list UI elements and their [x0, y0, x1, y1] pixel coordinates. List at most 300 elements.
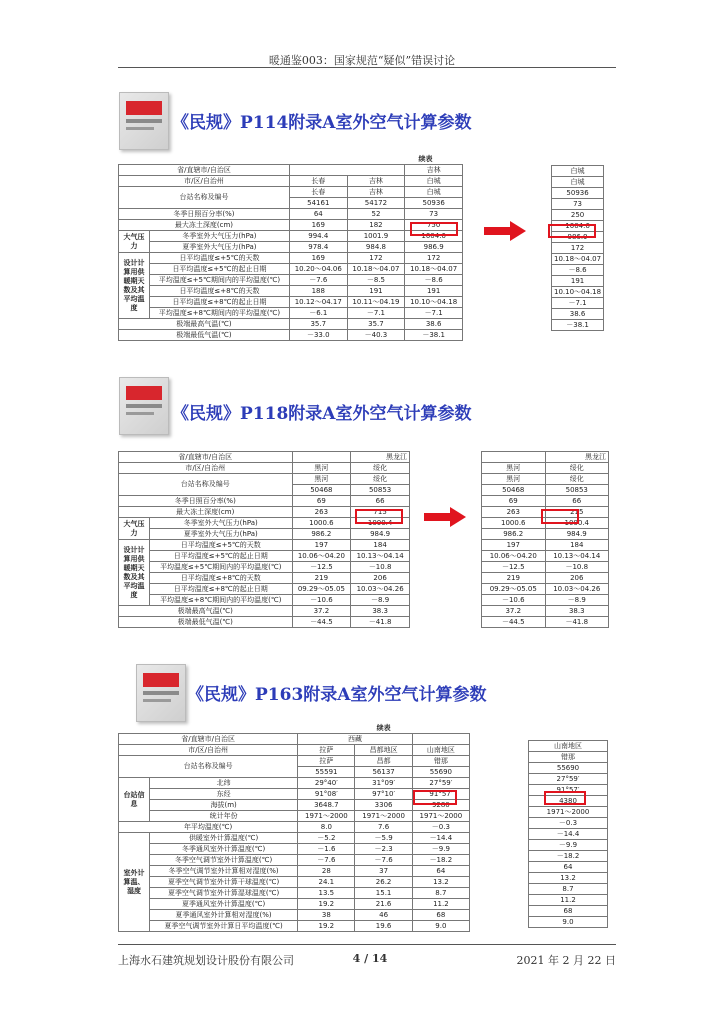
- row-label: 平均温度≤+8℃期间内的平均温度(℃): [150, 308, 290, 319]
- row-label: 夏季通风室外计算相对湿度(%): [150, 910, 298, 921]
- table-row: [529, 818, 608, 829]
- row-label: 日平均温度≤+8℃的天数: [150, 286, 290, 297]
- col-station-id: 50468: [482, 485, 546, 496]
- table-cell: 11.2: [529, 895, 608, 906]
- table-cell: 184: [545, 540, 609, 551]
- table-cell: 73: [405, 209, 463, 220]
- table-cell: －10.6: [292, 595, 351, 606]
- province-name: 西藏: [298, 734, 413, 745]
- table-cell: 69: [482, 496, 546, 507]
- row-label: 日平均温度≤+5℃的天数: [150, 253, 290, 264]
- table-row: [529, 895, 608, 906]
- row-label: 极端最低气温(℃): [119, 330, 290, 341]
- header-city: 市/区/自治州: [119, 176, 290, 187]
- table-cell: 8.7: [529, 884, 608, 895]
- table-cell: －5.9: [355, 833, 412, 844]
- col-station: 长春: [289, 187, 347, 198]
- table-row: [119, 606, 410, 617]
- table-cell: 73: [552, 199, 604, 210]
- table-cell: －41.8: [351, 617, 410, 628]
- table-row: [119, 888, 470, 899]
- table-row: [482, 540, 609, 551]
- table-cell: 09.29～05.05: [482, 584, 546, 595]
- table-cell: －9.9: [529, 840, 608, 851]
- table-cell: 215: [545, 507, 609, 518]
- table-row: [529, 829, 608, 840]
- table-cell: 9.0: [529, 917, 608, 928]
- table-row: [119, 833, 470, 844]
- table-cell: 986.2: [292, 529, 351, 540]
- table-cell: 46: [355, 910, 412, 921]
- table-cell: －7.1: [347, 308, 405, 319]
- table-cell: 1971～2000: [529, 807, 608, 818]
- col-station-id: 55690: [412, 767, 469, 778]
- table-cell: 64: [412, 866, 469, 877]
- table-cell: －8.6: [405, 275, 463, 286]
- table-cell: 10.03～04.26: [351, 584, 410, 595]
- table-row: [119, 529, 410, 540]
- table-cell: －18.2: [529, 851, 608, 862]
- row-label: 日平均温度≤+8℃的起止日期: [150, 584, 293, 595]
- row-label: 日平均温度≤+8℃的起止日期: [150, 297, 290, 308]
- table-row: [482, 573, 609, 584]
- row-label: 最大冻土深度(cm): [119, 220, 290, 231]
- table-cell: －9.9: [412, 844, 469, 855]
- col-city: 吉林: [347, 176, 405, 187]
- table-cell: －8.6: [552, 265, 604, 276]
- row-label: 极端最高气温(℃): [119, 606, 293, 617]
- table-cell: －14.4: [412, 833, 469, 844]
- table-row: [552, 298, 604, 309]
- table-row: [119, 275, 463, 286]
- table-row: [119, 595, 410, 606]
- table-cell: 191: [347, 286, 405, 297]
- col-city: 昌都地区: [355, 745, 412, 756]
- correction-highlight-box: [544, 791, 586, 805]
- error-highlight-box: [355, 509, 403, 524]
- col-city: 绥化: [545, 463, 609, 474]
- table-cell: －0.3: [529, 818, 608, 829]
- table-cell: 10.12～04.17: [289, 297, 347, 308]
- row-label: 极端最低气温(℃): [119, 617, 293, 628]
- arrow-right-icon: [424, 507, 466, 527]
- row-label: 冬季室外大气压力(hPa): [150, 518, 293, 529]
- table-row: [552, 276, 604, 287]
- table-cell: 10.20～04.06: [289, 264, 347, 275]
- table-cell: －7.6: [289, 275, 347, 286]
- table-cell: 191: [405, 286, 463, 297]
- table-cell: －40.3: [347, 330, 405, 341]
- table-cell: －44.5: [482, 617, 546, 628]
- table-caption: 续表: [418, 154, 433, 163]
- table-cell: 27°59′: [529, 774, 608, 785]
- parameter-table: [118, 723, 470, 932]
- table-cell: 3306: [355, 800, 412, 811]
- table-cell: 38: [298, 910, 355, 921]
- table-row: [482, 562, 609, 573]
- table-cell: 986.2: [482, 529, 546, 540]
- table-cell: －2.3: [355, 844, 412, 855]
- col-station: 错那: [529, 752, 608, 763]
- header-station: 台站名称及编号: [119, 756, 298, 778]
- header-province: 省/直辖市/自治区: [119, 452, 293, 463]
- header-station: 台站名称及编号: [119, 187, 290, 209]
- parameter-table: [118, 451, 410, 628]
- table-cell: －6.1: [289, 308, 347, 319]
- footer-date: 2021 年 2 月 22 日: [516, 954, 616, 967]
- table-cell: 66: [545, 496, 609, 507]
- table-cell: 10.03～04.26: [545, 584, 609, 595]
- col-station-id: 56137: [355, 767, 412, 778]
- table-cell: 10.18～04.07: [347, 264, 405, 275]
- col-station: 黑河: [482, 474, 546, 485]
- table-cell: 27°59′: [412, 778, 469, 789]
- table-cell: 191: [552, 276, 604, 287]
- header-city: 市/区/自治州: [119, 745, 298, 756]
- row-label: 夏季空气调节室外计算湿球温度(℃): [150, 888, 298, 899]
- col-station-id: 54172: [347, 198, 405, 209]
- col-city: 黑河: [292, 463, 351, 474]
- table-cell: 1001.9: [347, 231, 405, 242]
- table-cell: 1000.4: [351, 518, 410, 529]
- page-header: 暖通鉴003：国家规范“疑似”错误讨论: [268, 54, 456, 67]
- col-city: 绥化: [351, 463, 410, 474]
- table-cell: 1004.6: [552, 221, 604, 232]
- table-cell: －1.6: [298, 844, 355, 855]
- col-station: 黑河: [292, 474, 351, 485]
- row-group-label: 室外计算温、湿度: [119, 833, 150, 932]
- parameter-table: [118, 154, 463, 341]
- table-row: [119, 617, 410, 628]
- table-cell: 1000.6: [292, 518, 351, 529]
- table-row: [119, 242, 463, 253]
- header-province: 省/直辖市/自治区: [119, 734, 298, 745]
- section-title: 《民规》P114附录A室外空气计算参数: [172, 113, 472, 133]
- table-cell: 10.06～04.20: [292, 551, 351, 562]
- table-cell: 1971～2000: [412, 811, 469, 822]
- table-cell: 978.4: [289, 242, 347, 253]
- col-station: 吉林: [347, 187, 405, 198]
- table-cell: 8.0: [298, 822, 355, 833]
- col-station-id: 50853: [545, 485, 609, 496]
- row-group-label: 设计计算用供暖期天数及其平均温度: [119, 540, 150, 606]
- table-row: [552, 243, 604, 254]
- table-row: [482, 606, 609, 617]
- table-row: [482, 529, 609, 540]
- table-cell: －44.5: [292, 617, 351, 628]
- table-row: [482, 551, 609, 562]
- error-highlight-box: [410, 222, 458, 236]
- table-row: [529, 906, 608, 917]
- table-row: [552, 287, 604, 298]
- row-label: 东经: [150, 789, 298, 800]
- table-cell: 172: [405, 253, 463, 264]
- table-cell: 9.0: [412, 921, 469, 932]
- table-cell: 35.7: [347, 319, 405, 330]
- col-station-id: 50936: [552, 188, 604, 199]
- table-row: [119, 584, 410, 595]
- table-cell: 13.2: [412, 877, 469, 888]
- table-cell: 24.1: [298, 877, 355, 888]
- table-cell: 13.2: [529, 873, 608, 884]
- table-cell: 28: [298, 866, 355, 877]
- col-city: 白城: [405, 176, 463, 187]
- col-city: 长春: [289, 176, 347, 187]
- row-label: 海拔(m): [150, 800, 298, 811]
- table-row: [119, 330, 463, 341]
- table-cell: 1000.4: [545, 518, 609, 529]
- table-cell: 52: [347, 209, 405, 220]
- col-station: 绥化: [545, 474, 609, 485]
- table-cell: 206: [545, 573, 609, 584]
- table-cell: 19.6: [355, 921, 412, 932]
- col-city: 白城: [552, 166, 604, 177]
- table-cell: 64: [529, 862, 608, 873]
- col-city: 黑河: [482, 463, 546, 474]
- table-cell: 1000.6: [482, 518, 546, 529]
- table-row: [119, 877, 470, 888]
- table-cell: 38.3: [545, 606, 609, 617]
- table-cell: －14.4: [529, 829, 608, 840]
- table-cell: 263: [292, 507, 351, 518]
- table-row: [529, 862, 608, 873]
- row-label: 夏季室外大气压力(hPa): [150, 242, 290, 253]
- header-city: 市/区/自治州: [119, 463, 293, 474]
- correction-highlight-box: [541, 509, 579, 524]
- province-name: 吉林: [405, 165, 463, 176]
- table-cell: 1971～2000: [298, 811, 355, 822]
- table-cell: 1971～2000: [355, 811, 412, 822]
- section-title: 《民规》P118附录A室外空气计算参数: [172, 404, 472, 424]
- row-label: 供暖室外计算温度(℃): [150, 833, 298, 844]
- row-group-label: 台站信息: [119, 778, 150, 822]
- row-label: 统计年份: [150, 811, 298, 822]
- row-label: 日平均温度≤+5℃的天数: [150, 540, 293, 551]
- table-cell: 10.13～04.14: [545, 551, 609, 562]
- section-title: 《民规》P163附录A室外空气计算参数: [187, 685, 487, 705]
- table-row: [119, 253, 463, 264]
- table-row: [119, 866, 470, 877]
- table-cell: 10.10～04.18: [405, 297, 463, 308]
- row-group-label: 大气压力: [119, 518, 150, 540]
- error-highlight-box: [413, 790, 457, 805]
- col-station-id: 50936: [405, 198, 463, 209]
- row-label: 最大冻土深度(cm): [119, 507, 293, 518]
- table-cell: 994.4: [289, 231, 347, 242]
- table-cell: －10.8: [545, 562, 609, 573]
- table-cell: －12.5: [482, 562, 546, 573]
- footer-page-number: 4 / 14: [352, 952, 388, 965]
- table-cell: 184: [351, 540, 410, 551]
- row-label: 夏季通风室外计算温度(℃): [150, 899, 298, 910]
- table-row: [119, 822, 470, 833]
- table-cell: 37: [355, 866, 412, 877]
- row-label: 冬季室外大气压力(hPa): [150, 231, 290, 242]
- table-cell: 91°57′: [529, 785, 608, 796]
- book-cover-icon: [136, 664, 186, 722]
- row-label: 冬季日照百分率(%): [119, 209, 290, 220]
- row-label: 北纬: [150, 778, 298, 789]
- table-row: [119, 921, 470, 932]
- row-label: 夏季室外大气压力(hPa): [150, 529, 293, 540]
- col-city: 拉萨: [298, 745, 355, 756]
- table-row: [119, 264, 463, 275]
- row-label: 夏季空气调节室外计算日平均温度(℃): [150, 921, 298, 932]
- table-cell: 263: [482, 507, 546, 518]
- table-cell: 10.10～04.18: [552, 287, 604, 298]
- table-row: [482, 584, 609, 595]
- table-cell: 10.18～04.07: [405, 264, 463, 275]
- table-cell: 197: [292, 540, 351, 551]
- book-cover-icon: [119, 92, 169, 150]
- row-label: 夏季空气调节室外计算干球温度(℃): [150, 877, 298, 888]
- table-row: [529, 851, 608, 862]
- table-cell: －8.9: [545, 595, 609, 606]
- table-cell: 172: [552, 243, 604, 254]
- table-cell: －0.3: [412, 822, 469, 833]
- table-cell: 750: [405, 220, 463, 231]
- footer-company: 上海水石建筑规划设计股份有限公司: [118, 954, 294, 967]
- table-cell: －7.1: [552, 298, 604, 309]
- table-cell: 8.7: [412, 888, 469, 899]
- table-cell: 26.2: [355, 877, 412, 888]
- table-cell: 10.11～04.19: [347, 297, 405, 308]
- col-station-id: 55591: [298, 767, 355, 778]
- table-row: [529, 840, 608, 851]
- col-station: 昌都: [355, 756, 412, 767]
- table-cell: 11.2: [412, 899, 469, 910]
- footer-rule: [118, 944, 616, 945]
- table-cell: 3648.7: [298, 800, 355, 811]
- row-label: 日平均温度≤+8℃的天数: [150, 573, 293, 584]
- table-cell: 7.6: [355, 822, 412, 833]
- table-cell: 38.6: [405, 319, 463, 330]
- table-row: [119, 286, 463, 297]
- table-cell: 984.9: [351, 529, 410, 540]
- table-cell: 97°10′: [355, 789, 412, 800]
- col-station: 白城: [552, 177, 604, 188]
- table-cell: 986.9: [405, 242, 463, 253]
- table-cell: 64: [289, 209, 347, 220]
- table-cell: 206: [351, 573, 410, 584]
- table-row: [119, 297, 463, 308]
- table-row: [119, 308, 463, 319]
- table-cell: 1004.6: [405, 231, 463, 242]
- table-cell: －8.5: [347, 275, 405, 286]
- table-cell: 37.2: [292, 606, 351, 617]
- row-label: 冬季空气调节室外计算相对湿度(%): [150, 866, 298, 877]
- table-caption: 续表: [376, 723, 391, 732]
- table-cell: 68: [412, 910, 469, 921]
- table-cell: 172: [347, 253, 405, 264]
- table-cell: －8.9: [351, 595, 410, 606]
- table-cell: 10.13～04.14: [351, 551, 410, 562]
- table-cell: 4380: [529, 796, 608, 807]
- row-group-label: 大气压力: [119, 231, 150, 253]
- col-station-id: 50468: [292, 485, 351, 496]
- row-label: 冬季空气调节室外计算温度(℃): [150, 855, 298, 866]
- row-label: 日平均温度≤+5℃的起止日期: [150, 264, 290, 275]
- corrected-table: [551, 165, 604, 331]
- table-cell: －7.1: [405, 308, 463, 319]
- col-city: 山南地区: [529, 741, 608, 752]
- row-label: 平均温度≤+5℃期间内的平均温度(℃): [150, 562, 293, 573]
- book-cover-icon: [119, 377, 169, 435]
- corrected-table: [481, 451, 609, 628]
- row-label: 日平均温度≤+5℃的起止日期: [150, 551, 293, 562]
- header-station: 台站名称及编号: [119, 474, 293, 496]
- table-row: [552, 309, 604, 320]
- table-cell: 15.1: [355, 888, 412, 899]
- table-cell: －38.1: [405, 330, 463, 341]
- table-row: [482, 595, 609, 606]
- table-row: [119, 562, 410, 573]
- table-cell: 38.6: [552, 309, 604, 320]
- table-cell: －7.6: [298, 855, 355, 866]
- table-row: [119, 899, 470, 910]
- table-row: [119, 319, 463, 330]
- table-row: [119, 209, 463, 220]
- table-cell: －7.6: [355, 855, 412, 866]
- col-station: 白城: [405, 187, 463, 198]
- table-row: [552, 320, 604, 331]
- col-station: 拉萨: [298, 756, 355, 767]
- correction-highlight-box: [548, 224, 596, 238]
- row-group-label: 设计计算用供暖期天数及其平均温度: [119, 253, 150, 319]
- table-cell: －38.1: [552, 320, 604, 331]
- table-cell: －12.5: [292, 562, 351, 573]
- arrow-right-icon: [484, 221, 526, 241]
- table-row: [119, 540, 410, 551]
- table-row: [529, 873, 608, 884]
- table-row: [119, 811, 470, 822]
- row-label: 冬季日照百分率(%): [119, 496, 293, 507]
- row-label: 年平均温度(℃): [119, 822, 298, 833]
- table-cell: 10.18～04.07: [552, 254, 604, 265]
- col-station-id: 55690: [529, 763, 608, 774]
- corrected-table: [528, 740, 608, 928]
- table-cell: 197: [482, 540, 546, 551]
- province-name: 黑龙江: [545, 452, 609, 463]
- table-row: [529, 774, 608, 785]
- header-province: 省/直辖市/自治区: [119, 165, 290, 176]
- table-row: [529, 884, 608, 895]
- table-cell: 715: [351, 507, 410, 518]
- table-cell: 37.2: [482, 606, 546, 617]
- row-label: 平均温度≤+5℃期间内的平均温度(℃): [150, 275, 290, 286]
- table-cell: 91°08′: [298, 789, 355, 800]
- table-cell: 219: [292, 573, 351, 584]
- col-station: 绥化: [351, 474, 410, 485]
- table-row: [119, 496, 410, 507]
- table-cell: 984.9: [545, 529, 609, 540]
- table-cell: 66: [351, 496, 410, 507]
- table-cell: 19.2: [298, 899, 355, 910]
- table-cell: －10.6: [482, 595, 546, 606]
- table-cell: －33.0: [289, 330, 347, 341]
- header-rule: [118, 67, 616, 68]
- table-cell: 31°09′: [355, 778, 412, 789]
- table-cell: 91°57′: [412, 789, 469, 800]
- col-station-id: 54161: [289, 198, 347, 209]
- table-cell: 19.2: [298, 921, 355, 932]
- table-row: [482, 496, 609, 507]
- table-row: [119, 844, 470, 855]
- table-cell: 29°40′: [298, 778, 355, 789]
- table-cell: 984.8: [347, 242, 405, 253]
- table-row: [119, 910, 470, 921]
- table-cell: －18.2: [412, 855, 469, 866]
